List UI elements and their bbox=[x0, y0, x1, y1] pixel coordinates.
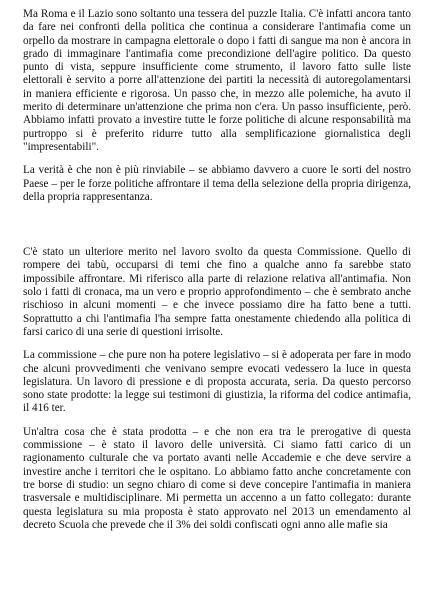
paragraph-universita: Un'altra cosa che è stata prodotta – e che non era tra le prerogative di questa commissione – è stato il lavoro delle università. Ci siamo fatti carico di un ragionamento culturale che va portato avanti nelle Accademie e che deve servire a investire anche i territori che le ospitano. Lo abbiamo fatto anche concretamente con tre borse di studio: un segno chiaro di come si deve concepire l'antimafia in maniera trasversale e multidisciplinare. Mi permetta un accenno a un fatto collegato: durante questa legislatura su mia proposta è stato approvato nel 2013 un emendamento al decreto Scuola che prevede che il 3% dei soldi confiscati ogni anno alle mafie sia bbox=[23, 425, 411, 531]
paragraph-ulteriore-merito: C'è stato un ulteriore merito nel lavoro svolto da questa Commissione. Quello di rompere dei tabù, occuparsi di temi che fino a qualche anno fa sarebbe stato impossibile affrontare. Mi riferisco alla parte di relazione relativa all'antimafia. Non solo i fatti di cronaca, ma un vero e proprio approfondimento – che è sembrato anche rischioso in alcuni momenti – e che invece possiamo dire ha fatto bene a tutti. Soprattutto a chi l'antimafia l'ha sempre fatta onestamente chiedendo alla politica di farsi carico di una serie di questioni irrisolte. bbox=[23, 246, 411, 338]
paragraph-commissione: La commissione – che pure non ha potere legislativo – si è adoperata per fare in modo che alcuni provvedimenti che venivano sempre evocati vedessero la luce in questa legislatura. Un lavoro di pressione e di proposta accurata, seria. Da questo percorso sono state prodotte: la legge sui testimoni di giustizia, la riforma del codice antimafia, il 416 ter. bbox=[23, 349, 411, 415]
paragraph-verita: La verità è che non è più rinviabile – se abbiamo davvero a cuore le sorti del nostro Paese – per le forze politiche affrontare il tema della selezione della propria dirigenza, della propria rappresentanza. bbox=[23, 164, 411, 203]
paragraph-roma-lazio: Ma Roma e il Lazio sono soltanto una tessera del puzzle Italia. C'è infatti ancora tanto da fare nei confronti della politica che continua a considerare l'antimafia come un orpello da mostrare in campagna elettorale o dopo i fatti di sangue ma non è ancora in grado di immaginare l'antimafia come precondizione dell'agire politico. Da questo punto di vista, seppure insufficiente come strumento, il lavoro fatto sulle liste elettorali è servito a porre all'attenzione dei partiti la necessità di autoregolamentarsi in maniera efficiente e rigorosa. Un passo che, in mezzo alle polemiche, ha avuto il merito di determinare un'attenzione che prima non c'era. Un passo insufficiente, però. Abbiamo infatti provato a investire tutte le forze politiche di alcune responsabilità ma purtroppo si è preferito ridurre tutto alla semplificazione giornalistica degli "impresentabili". bbox=[23, 8, 411, 153]
